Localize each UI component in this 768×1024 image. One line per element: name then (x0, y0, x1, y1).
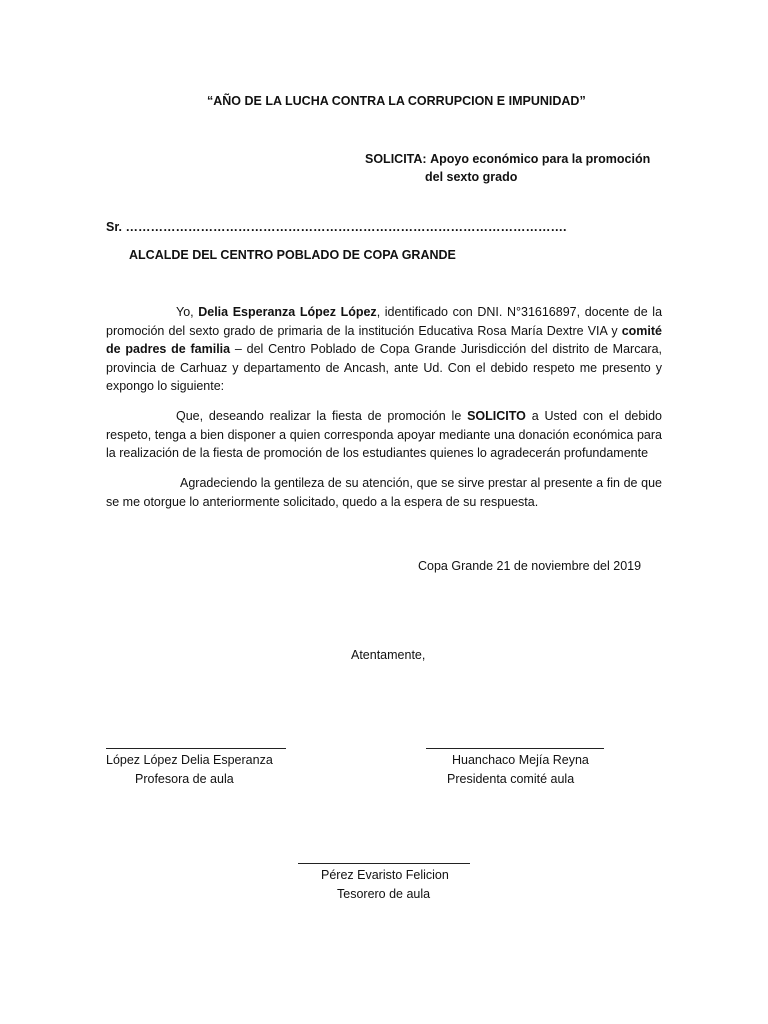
subject-label: SOLICITA: (365, 152, 427, 166)
signature-line (298, 863, 470, 864)
signer-name: López López Delia Esperanza (106, 753, 273, 767)
p1-mid: , identificado con DNI. N°31616897, docente de la promoción del sexto grado de primaria de la institución Educativa Rosa María Dextre VIA y (106, 305, 663, 338)
p2-solicito: SOLICITO (467, 409, 526, 423)
subject-line-1 (365, 150, 650, 168)
signer-name: Pérez Evaristo Felicion (321, 868, 449, 882)
p1-end: – del Centro Poblado de Copa Grande Jurisdicción del distrito de Marcara, provincia de Carhuaz y departamento de Ancash, ante Ud. Con el debido respeto me presento y expongo lo siguiente: (106, 342, 662, 393)
p1-committee: comité de padres de familia (106, 323, 662, 356)
signer-name: Huanchaco Mejía Reyna (452, 753, 589, 767)
addressee-salutation: Sr. ……………………………………………………………………………………………. (106, 220, 567, 234)
body-paragraph-2 (106, 407, 662, 463)
signer-role: Tesorero de aula (337, 887, 431, 901)
date-line: Copa Grande 21 de noviembre del 2019 (418, 559, 642, 573)
p1-name: Delia Esperanza López López (198, 305, 377, 319)
signature-line (426, 748, 604, 749)
addressee-title: ALCALDE DEL CENTRO POBLADO DE COPA GRANDE (129, 248, 456, 262)
signer-role: Profesora de aula (135, 772, 234, 786)
signer-role: Presidenta comité aula (447, 772, 575, 786)
p2-intro: Que, deseando realizar la fiesta de promoción le (176, 409, 468, 423)
signature-line (106, 748, 286, 749)
p2-end: a Usted con el debido respeto, tenga a bien disponer a quien corresponda apoyar mediante una donación económica para la realización de la fiesta de promoción de los estudiantes quienes lo agradecerán profundamente (106, 409, 662, 460)
p3-text: Agradeciendo la gentileza de su atención, que se sirve prestar al presente a fin de que se me otorgue lo anteriormente solicitado, quedo a la espera de su respuesta. (106, 476, 662, 509)
year-motto: “AÑO DE LA LUCHA CONTRA LA CORRUPCION E IMPUNIDAD” (207, 94, 586, 108)
subject-text: Apoyo económico para la promoción (430, 152, 651, 166)
body-paragraph-1 (106, 303, 662, 396)
p1-intro: Yo, (176, 305, 199, 319)
closing: Atentamente, (351, 648, 426, 662)
body-paragraph-3 (106, 474, 662, 511)
subject-line-2: del sexto grado (425, 170, 518, 184)
